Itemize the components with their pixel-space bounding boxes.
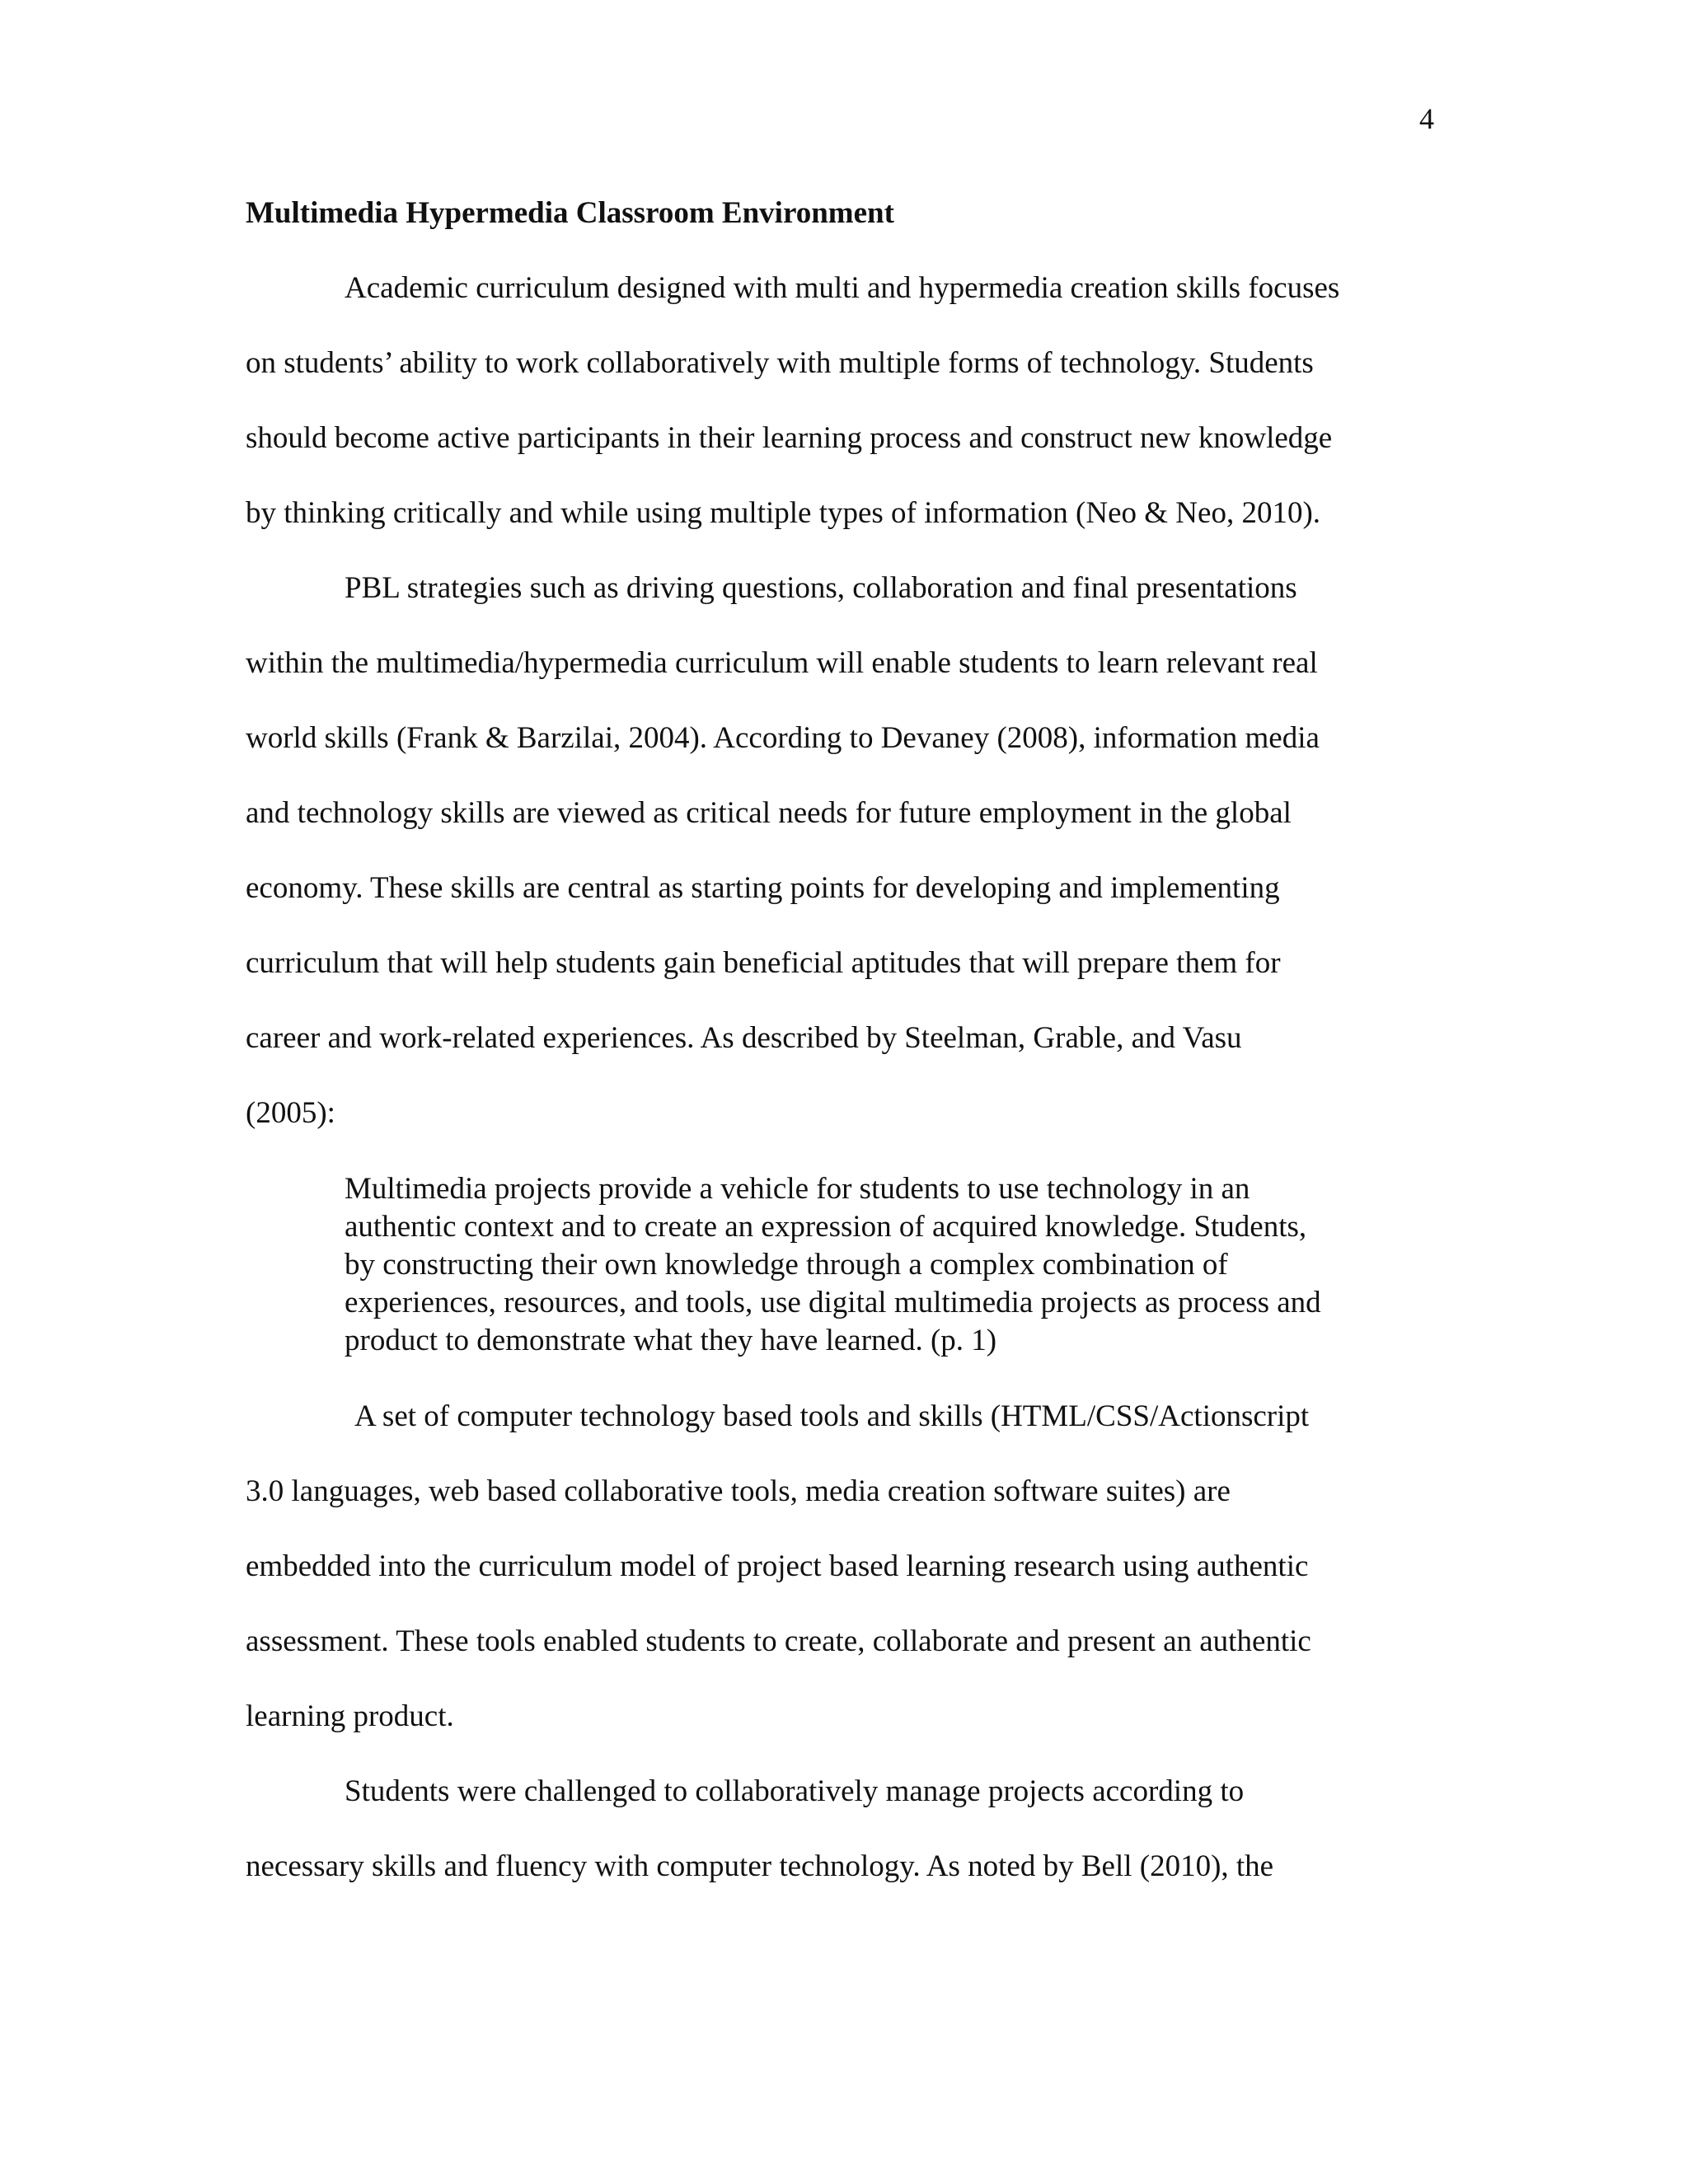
paragraph-line: should become active participants in their learning process and construct new knowledge [246, 421, 1333, 455]
paragraph-line: within the multimedia/hypermedia curriculum will enable students to learn relevant real [246, 646, 1318, 680]
paragraph-line: (2005): [246, 1096, 335, 1130]
paragraph-line: assessment. These tools enabled students to create, collaborate and present an authentic [246, 1624, 1311, 1658]
paragraph-line: Students were challenged to collaboratively manage projects according to [345, 1774, 1245, 1808]
section-heading: Multimedia Hypermedia Classroom Environment [246, 196, 894, 230]
block-quote [345, 1170, 1442, 1360]
paragraph-line: embedded into the curriculum model of project based learning research using authentic [246, 1549, 1309, 1583]
quote-line: Multimedia projects provide a vehicle for students to use technology in an [345, 1172, 1250, 1206]
paragraph-line: A set of computer technology based tools and skills (HTML/CSS/Actionscript [354, 1399, 1310, 1433]
paragraph-line: curriculum that will help students gain beneficial aptitudes that will prepare them for [246, 946, 1281, 980]
paragraph-line: Academic curriculum designed with multi and hypermedia creation skills focuses [345, 271, 1340, 305]
paragraph-1 [246, 270, 1442, 532]
paragraph-line: necessary skills and fluency with computer technology. As noted by Bell (2010), the [246, 1849, 1274, 1883]
quote-line: authentic context and to create an expression of acquired knowledge. Students, [345, 1210, 1307, 1244]
paragraph-2 [246, 570, 1442, 1132]
paragraph-line: career and work-related experiences. As described by Steelman, Grable, and Vasu [246, 1021, 1242, 1055]
quote-line: by constructing their own knowledge through a complex combination of [345, 1248, 1228, 1282]
quote-line: product to demonstrate what they have learned. (p. 1) [345, 1324, 997, 1357]
paragraph-line: 3.0 languages, web based collaborative tools, media creation software suites) are [246, 1474, 1231, 1508]
paragraph-line: on students’ ability to work collaboratively with multiple forms of technology. Students [246, 346, 1314, 380]
page-number: 4 [1419, 102, 1434, 135]
paragraph-4 [246, 1774, 1442, 1885]
paragraph-3 [246, 1399, 1442, 1735]
paragraph-line: economy. These skills are central as starting points for developing and implementing [246, 871, 1280, 905]
paragraph-line: world skills (Frank & Barzilai, 2004). According to Devaney (2008), information media [246, 721, 1320, 755]
quote-line: experiences, resources, and tools, use digital multimedia projects as process and [345, 1286, 1321, 1319]
paragraph-line: learning product. [246, 1699, 454, 1733]
paragraph-line: by thinking critically and while using multiple types of information (Neo & Neo, 2010). [246, 496, 1321, 530]
paragraph-line: and technology skills are viewed as critical needs for future employment in the global [246, 796, 1292, 830]
page-content [246, 195, 1442, 1924]
paragraph-line: PBL strategies such as driving questions, collaboration and final presentations [345, 571, 1297, 605]
